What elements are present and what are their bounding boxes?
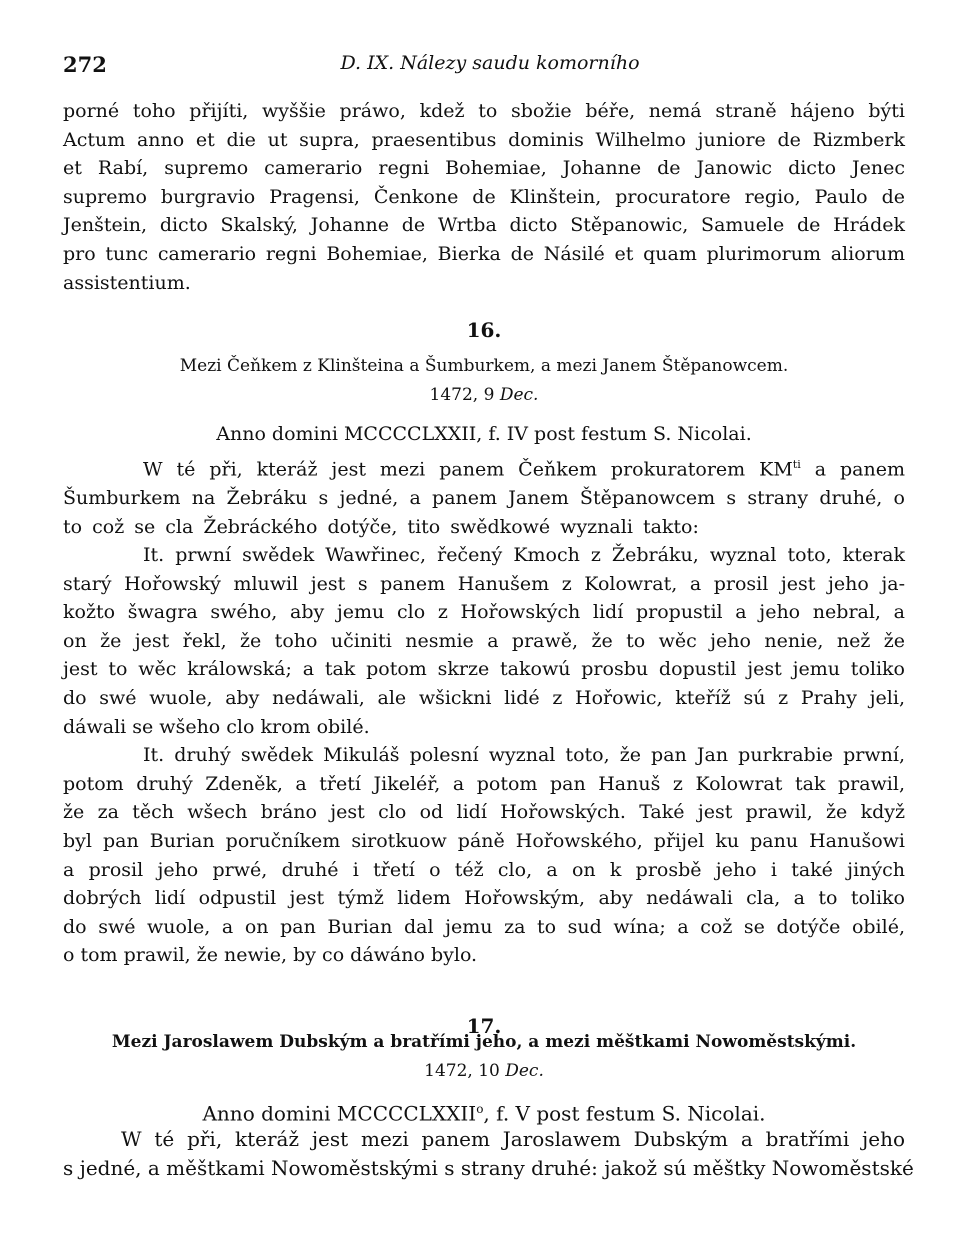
entry-date: 1472, 10 Dec. (424, 1060, 544, 1081)
text-line: assistentium. (63, 271, 191, 294)
entry-date: 1472, 9 Dec. (429, 384, 539, 405)
text-line: jest to wěc králowská; a tak potom skrze takowú prosbu dopustil jest jemu toliko (63, 658, 905, 681)
text-line: on že jest řekl, že toho učiniti nesmie a prawě, že to wěc jeho nenie, než že (63, 629, 905, 652)
page-header (0, 52, 960, 82)
entry-anno: Anno domini MCCCCLXXII$^o$, f. V post festum S. Nicolai. (202, 1101, 766, 1126)
entry-16-heading (63, 316, 905, 345)
entry-16-title-block (63, 352, 905, 409)
text-line: starý Hořowský mluwil jest s panem Hanušem z Kolowrat, a prosil jest jeho ja- (63, 572, 905, 595)
entry-anno: Anno domini MCCCCLXXII, f. IV post festum S. Nicolai. (216, 423, 752, 445)
entry-title: Mezi Čeňkem z Klinšteina a Šumburkem, a mezi Janem Štěpanowcem. (179, 356, 789, 376)
text-line: W té při, kteráž jest mezi panem Jaroslawem Dubským a bratřími jeho (121, 1127, 905, 1151)
text-line: a prosil jeho prwé, druhé i třetí o též clo, a on k prosbě jeho i také jiných (63, 858, 905, 881)
text-line: o tom prawil, že newie, by co dáwáno bylo. (63, 944, 478, 967)
top-paragraph (63, 97, 905, 297)
text-line: byl pan Burian poručníkem sirotkuow páně Hořowského, přijel ku panu Hanušowi (63, 830, 905, 853)
text-line: dobrých lidí odpustil jest týmž lidem Hořowským, aby nedáwali cla, a to toliko (63, 887, 905, 910)
text-line: to což se cla Žebráckého dotýče, tito swědkowé wyznali takto: (63, 515, 699, 538)
page-number: 272 (63, 52, 107, 77)
running-title: D. IX. Nálezy saudu komorního (340, 52, 640, 74)
entry-17-title-block (63, 1028, 905, 1085)
entry-number: 16. (466, 318, 502, 342)
text-line: Actum anno et die ut supra, praesentibus dominis Wilhelmo juniore de Rizmberk (63, 128, 905, 151)
text-line: It. prwní swědek Wawřinec, řečený Kmoch z Žebráku, wyznal toto, kterak (143, 544, 905, 567)
text-line: kožto šwagra swého, aby jemu clo z Hořowských lidí propustil a jeho nebral, a (63, 601, 905, 624)
text-line: porné toho přijíti, wyššie práwo, kdež to sbožie béře, nemá straně hájeno býti (63, 100, 905, 122)
text-line: do swé wuole, a on pan Burian dal jemu za to sud wína; a což se dotýče obilé, (63, 915, 905, 938)
text-line: s jedné, a měštkami Nowoměstskými s strany druhé: jakož sú měštky Nowoměstské (63, 1155, 914, 1180)
text-line: et Rabí, supremo camerario regni Bohemiae, Johanne de Janowic dicto Jenec (63, 157, 905, 180)
text-line: pro tunc camerario regni Bohemiae, Bierka de Násilé et quam plurimorum aliorum (63, 242, 905, 265)
entry-title: Mezi Jaroslawem Dubským a bratřími jeho, a mezi měštkami Nowoměstskými. (111, 1032, 857, 1052)
text-line: It. druhý swědek Mikuláš polesní wyznal toto, že pan Jan purkrabie prwní, (143, 744, 905, 767)
text-line: dáwali se wšeho clo krom obilé. (63, 715, 370, 738)
entry-16-anno (63, 420, 905, 449)
entry-16-text (63, 451, 905, 970)
text-line: Šumburkem na Žebráku s jedné, a panem Janem Štěpanowcem s strany druhé, o (63, 486, 905, 509)
text-line: Jenštein, dicto Skalský, Johanne de Wrtba dicto Stěpanowic, Samuele de Hrádek (63, 214, 905, 237)
entry-number: 17. (466, 1014, 502, 1038)
text-line: potom druhý Zdeněk, a třetí Jikeléř, a potom pan Hanuš z Kolowrat tak prawil, (63, 772, 905, 795)
text-line: že za těch wšech bráno jest clo od lidí Hořowských. Také jest prawil, že když (63, 801, 905, 824)
text-line: do swé wuole, aby nedáwali, ale wšickni lidé z Hořowic, kteříž sú z Prahy jeli, (63, 687, 905, 710)
text-line: supremo burgravio Pragensi, Čenkone de Klinštein, procuratore regio, Paulo de (63, 185, 905, 208)
entry-17-anno (63, 1095, 905, 1128)
text-line: W té při, kteráž jest mezi panem Čeňkem prokuratorem $KM^{ti}$ a panem (143, 458, 905, 481)
entry-17-text (63, 1125, 914, 1182)
